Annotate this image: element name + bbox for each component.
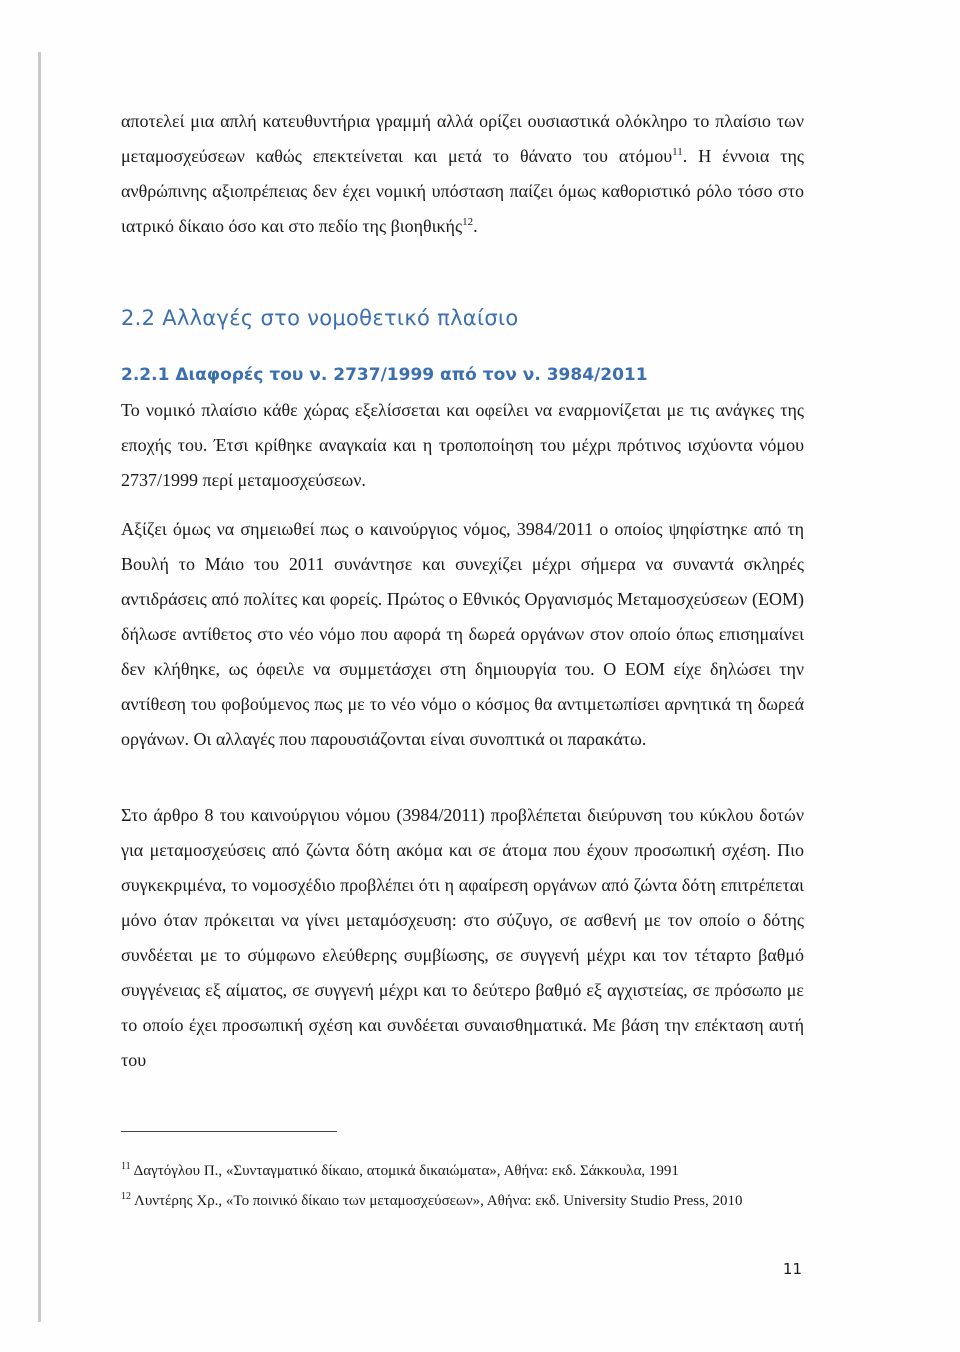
footnote [121, 1186, 804, 1216]
paragraph-text: Αξίζει όμως να σημειωθεί πως ο καινούργιος νόμος, 3984/2011 ο οποίος ψηφίστηκε από τη Βουλή το Μάιο του 2011 συνάντησε και συνεχίζει μέχρι σήμερα να συναντά σκληρές αντιδράσεις από πολίτες και φορείς. Πρώτος ο Εθνικός Οργανισμός Μεταμοσχεύσεων (ΕΟΜ) δήλωσε αντίθετος στο νέο νόμο που αφορά τη δωρεά οργάνων στον οποίο όπως επισημαίνει δεν κλήθηκε, ως όφειλε να συμμετάσχει στη δημιουργία του. Ο ΕΟΜ είχε δηλώσει την αντίθεση του φοβούμενος πως με το νέο νόμο ο κόσμος θα αντιμετωπίσει αρνητικά τη δωρεά οργάνων. Οι αλλαγές που παρουσιάζονται είναι συνοπτικά οι παρακάτω. [121, 519, 804, 749]
paragraph-text: . Η έννοια της ανθρώπινης αξιοπρέπειας δεν έχει νομική υπόσταση παίζει όμως καθοριστικό ρόλο τόσο στο ιατρικό δίκαιο όσο και στο πεδίο της βιοηθικής [121, 146, 804, 236]
scan-page-edge [38, 52, 41, 1322]
footnote-text: Λυντέρης Χρ., «Το ποινικό δίκαιο των μεταμοσχεύσεων», Αθήνα: εκδ. University Studio Press, 2010 [133, 1193, 743, 1209]
footnote-ref: 12 [462, 216, 474, 228]
footnote-ref: 11 [672, 146, 683, 158]
page-number: 11 [782, 1260, 802, 1278]
paragraph-text: Στο άρθρο 8 του καινούργιου νόμου (3984/2011) προβλέπεται διεύρυνση του κύκλου δοτών για μεταμοσχεύσεις από ζώντα δότη ακόμα και σε άτομα που έχουν προσωπική σχέση. Πιο συγκεκριμένα, το νομοσχέδιο προβλέπει ότι η αφαίρεση οργάνων από ζώντα δότη επιτρέπεται μόνο όταν πρόκειται να γίνει μεταμόσχευση: στο σύζυγο, σε ασθενή με τον οποίο ο δότης συνδέεται με το σύμφωνο ελεύθερης συμβίωσης, σε συγγενή μέχρι και τον τέταρτο βαθμό συγγένειας εξ αίματος, σε συγγενή μέχρι και το δεύτερο βαθμό εξ αγχιστείας, σε πρόσωπο με το οποίο έχει προσωπική σχέση και συνδέεται συναισθηματικά. Με βάση την επέκταση αυτή του [121, 805, 804, 1070]
paragraph-legal-framework [121, 393, 804, 498]
footnote [121, 1156, 804, 1186]
paragraph-article-8 [121, 798, 804, 1078]
paragraph-text: . [473, 216, 478, 236]
footnote-number: 12 [121, 1191, 131, 1202]
footnote-text: Δαγτόγλου Π., «Συνταγματικό δίκαιο, ατομικά δικαιώματα», Αθήνα: εκδ. Σάκκουλα, 1991 [133, 1163, 679, 1179]
paragraph-new-law [121, 512, 804, 757]
section-heading: 2.2 Αλλαγές στο νομοθετικό πλαίσιο [121, 306, 519, 330]
paragraph-text: αποτελεί μια απλή κατευθυντήρια γραμμή αλλά ορίζει ουσιαστικά ολόκληρο το πλαίσιο των μεταμοσχεύσεων καθώς επεκτείνεται και μετά το θάνατο του ατόμου [121, 111, 804, 166]
subsection-heading: 2.2.1 Διαφορές του ν. 2737/1999 από τον ν. 3984/2011 [121, 365, 648, 385]
footnote-separator [121, 1131, 337, 1132]
paragraph-text: Το νομικό πλαίσιο κάθε χώρας εξελίσσεται και οφείλει να εναρμονίζεται με τις ανάγκες της εποχής του. Έτσι κρίθηκε αναγκαία και η τροποποίηση του μέχρι πρότινος ισχύοντα νόμου 2737/1999 περί μεταμοσχεύσεων. [121, 400, 804, 490]
paragraph-intro [121, 104, 804, 244]
footnote-number: 11 [121, 1161, 131, 1172]
